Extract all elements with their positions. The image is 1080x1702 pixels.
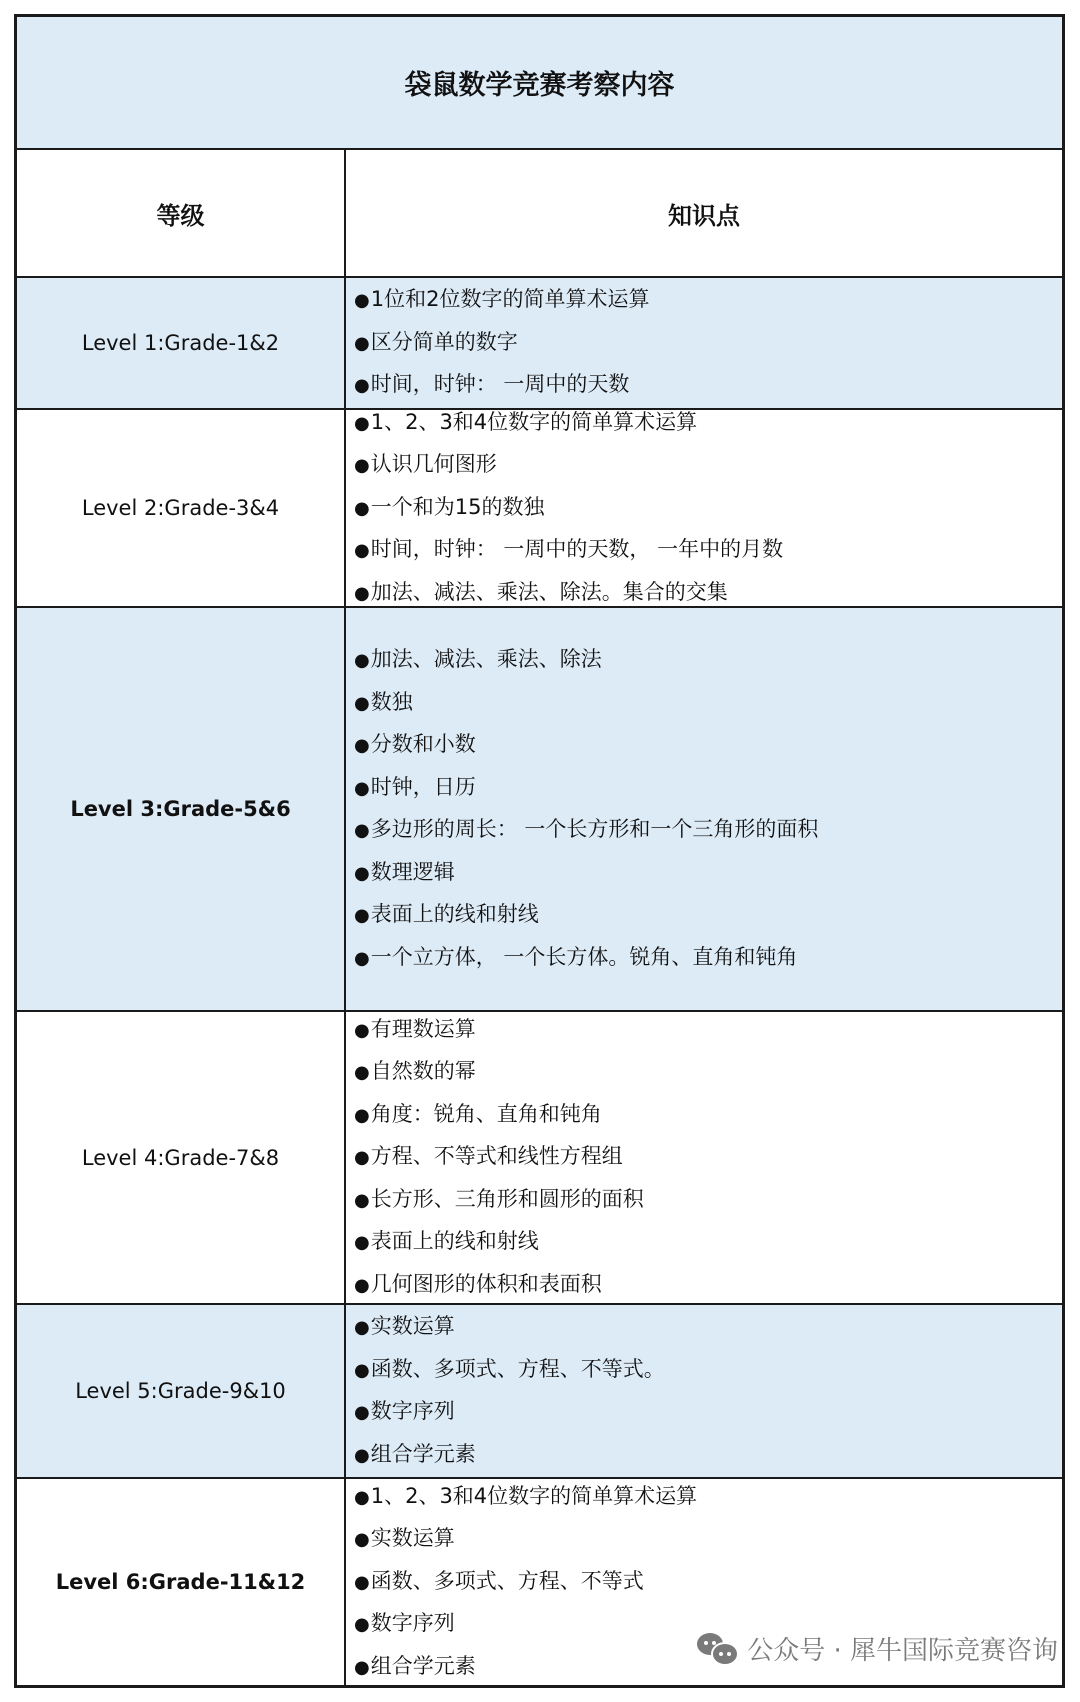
list-item: ● 数独 (354, 682, 1062, 725)
wechat-icon (697, 1633, 737, 1665)
list-item: ● 表面上的线和射线 (354, 894, 1062, 937)
level-cell (17, 1479, 346, 1685)
header-knowledge (346, 150, 1062, 276)
list-item: ● 实数运算 (354, 1518, 1062, 1561)
list-item: ● 函数、多项式、方程、不等式。 (354, 1349, 1062, 1392)
table-row (17, 1012, 1062, 1305)
knowledge-cell (346, 1012, 1062, 1303)
list-item: ● 几何图形的体积和表面积 (354, 1264, 1062, 1307)
list-item: ● 1位和2位数字的简单算术运算 (354, 279, 1062, 322)
level-cell (17, 278, 346, 408)
list-item: ● 1、2、3和4位数字的简单算术运算 (354, 402, 1062, 445)
list-item: ● 方程、不等式和线性方程组 (354, 1136, 1062, 1179)
list-item: ● 自然数的幂 (354, 1051, 1062, 1094)
level-label: Level 6:Grade-11&12 (55, 1570, 306, 1594)
list-item: ● 多边形的周长： 一个长方形和一个三角形的面积 (354, 809, 1062, 852)
list-item: ● 分数和小数 (354, 724, 1062, 767)
level-cell (17, 608, 346, 1010)
knowledge-table (14, 14, 1065, 1688)
list-item: ● 函数、多项式、方程、不等式 (354, 1561, 1062, 1604)
list-item: ● 实数运算 (354, 1306, 1062, 1349)
level-cell (17, 1305, 346, 1477)
list-item: ● 数字序列 (354, 1603, 1062, 1646)
list-item: ● 数字序列 (354, 1391, 1062, 1434)
list-item: ● 认识几何图形 (354, 444, 1062, 487)
watermark (697, 1630, 1058, 1667)
level-label: Level 4:Grade-7&8 (81, 1145, 280, 1170)
knowledge-cell (346, 608, 1062, 1010)
list-item: ● 加法、减法、乘法、除法 (354, 639, 1062, 682)
watermark-text: 公众号 · 犀牛国际竞赛咨询 (747, 1636, 1058, 1666)
table-row (17, 410, 1062, 608)
list-item: ● 1、2、3和4位数字的简单算术运算 (354, 1476, 1062, 1519)
list-item: ● 表面上的线和射线 (354, 1221, 1062, 1264)
table-title-row (17, 17, 1062, 150)
level-label: Level 5:Grade-9&10 (75, 1379, 286, 1403)
list-item: ● 一个和为15的数独 (354, 487, 1062, 530)
list-item: ● 长方形、三角形和圆形的面积 (354, 1179, 1062, 1222)
level-label: Level 1:Grade-1&2 (81, 331, 280, 355)
table-row (17, 278, 1062, 410)
table-header-row (17, 150, 1062, 278)
level-label: Level 2:Grade-3&4 (81, 496, 280, 520)
knowledge-cell (346, 1305, 1062, 1477)
list-item: ● 时钟，日历 (354, 767, 1062, 810)
list-item: ● 加法、减法、乘法、除法。集合的交集 (354, 572, 1062, 615)
list-item: ● 时间，时钟： 一周中的天数 (354, 364, 1062, 407)
list-item: ● 数理逻辑 (354, 852, 1062, 895)
level-cell (17, 410, 346, 606)
header-knowledge-label: 知识点 (668, 201, 740, 230)
table-title: 袋鼠数学竞赛考察内容 (404, 70, 675, 101)
list-item: ● 一个立方体， 一个长方体。锐角、直角和钝角 (354, 937, 1062, 980)
list-item: ● 时间，时钟： 一周中的天数， 一年中的月数 (354, 529, 1062, 572)
list-item: ● 区分简单的数字 (354, 322, 1062, 365)
list-item: ● 有理数运算 (354, 1009, 1062, 1052)
knowledge-cell (346, 278, 1062, 408)
list-item: ● 组合学元素 (354, 1646, 1062, 1689)
level-cell (17, 1012, 346, 1303)
table-row (17, 608, 1062, 1012)
level-label: Level 3:Grade-5&6 (70, 797, 291, 821)
knowledge-cell (346, 410, 1062, 606)
list-item: ● 组合学元素 (354, 1434, 1062, 1477)
header-level (17, 150, 346, 276)
list-item: ● 角度：锐角、直角和钝角 (354, 1094, 1062, 1137)
table-row (17, 1305, 1062, 1479)
header-level-label: 等级 (156, 201, 205, 230)
